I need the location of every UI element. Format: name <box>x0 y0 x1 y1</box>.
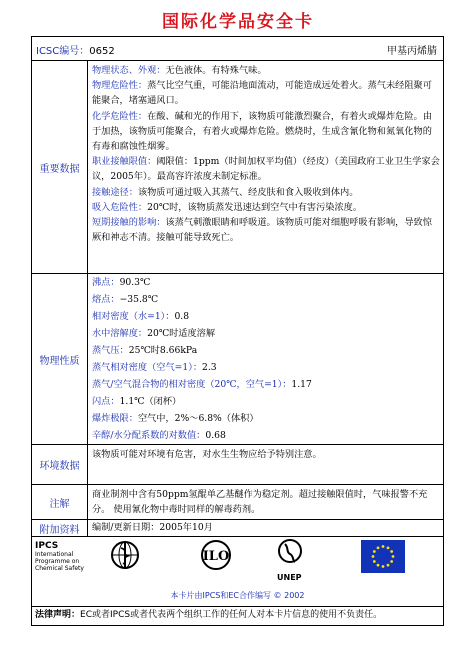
additional-label: 附加资料 <box>32 520 88 536</box>
svg-text:ILO: ILO <box>202 549 230 564</box>
important-item-key: 职业接触限值： <box>92 156 157 168</box>
important-item-value: 无色液体。有特殊气味。 <box>165 65 267 76</box>
physical-item-value: 2.3 <box>202 362 217 373</box>
physical-item-key: 蒸气/空气混合物的相对密度（20℃，空气=1）： <box>92 379 292 390</box>
physical-item-value: 0.68 <box>205 430 226 441</box>
legal-label: 法律声明： <box>35 610 81 620</box>
ipcs-line-2: Programme on <box>35 558 80 565</box>
notes-text: 商业制剂中含有50ppm氢醌单乙基醚作为稳定剂。超过接触限值时，气味报警不充分。 使用氰化物中毒时同样的解毒药剂。 <box>92 489 428 516</box>
physical-item-value: 25℃时8.66kPa <box>128 345 198 356</box>
physical-item-key: 水中溶解度： <box>92 328 148 339</box>
physical-item-key: 闪点： <box>92 396 120 407</box>
important-item-key: 吸入危险性： <box>92 201 148 213</box>
ipcs-title: IPCS <box>35 541 59 551</box>
important-item-key: 短期接触的影响： <box>92 217 166 229</box>
physical-item-key: 爆炸极限： <box>92 413 138 424</box>
physical-item-value: −35.8℃ <box>119 294 158 305</box>
important-item-value: 阈限值：1ppm（时间加权平均值）（经皮）（美国政府工业卫生学家会议，2005年）。最高容许浓度未制定标准。 <box>92 156 440 183</box>
important-item-key: 接触途径： <box>92 186 138 198</box>
notes-label: 注解 <box>32 485 88 519</box>
physical-item-value: 20℃时适度溶解 <box>147 328 216 339</box>
important-data-label: 重要数据 <box>32 61 88 273</box>
physical-item-key: 辛醇/水分配系数的对数值： <box>92 430 206 441</box>
icsc-id: ICSC编号：0652 <box>36 46 115 57</box>
environment-label: 环境数据 <box>32 445 88 484</box>
important-item-key: 化学危险性： <box>92 110 148 122</box>
physical-item-key: 沸点： <box>92 277 120 288</box>
important-item-key: 物理危险性： <box>92 80 148 92</box>
substance-name: 甲基丙烯腈 <box>387 46 437 57</box>
important-item-value: 在酸、碱和光的作用下，该物质可能激烈聚合，有着火或爆炸危险。由于加热，该物质可能聚合，有着火或爆炸危险。燃烧时，生成含氰化物和氮氧化物的有毒和腐蚀性烟雾。 <box>92 110 432 153</box>
physical-item-value: 1.17 <box>291 379 312 390</box>
physical-item-value: 空气中，2%～6.8%（体积） <box>137 413 259 424</box>
environment-text: 该物质可能对环境有危害，对水生生物应给予特别注意。 <box>92 449 322 460</box>
page-title: 国际化学品安全卡 <box>162 12 314 32</box>
physical-item-key: 相对密度（水=1）： <box>92 311 175 322</box>
important-item-value: 该蒸气刺激眼睛和呼吸道。该物质可能对细胞呼吸有影响，导致惊厥和神志不清。接触可能导致死亡。 <box>92 217 432 244</box>
physical-item-key: 熔点： <box>92 294 120 305</box>
physical-properties-label: 物理性质 <box>32 274 88 444</box>
unep-label: UNEP <box>277 573 302 582</box>
physical-item-key: 蒸气相对密度（空气=1）： <box>92 362 203 373</box>
important-item-key: 物理状态、外观： <box>92 65 166 76</box>
important-item-value: 蒸气比空气重，可能沿地面流动，可能造成远处着火。蒸气未经阻聚可能聚合，堵塞通风口。 <box>92 80 432 107</box>
physical-item-value: 0.8 <box>174 311 190 322</box>
ipcs-line-1: International <box>35 551 74 558</box>
additional-text: 编制/更新日期：2005年10月 <box>92 522 213 533</box>
credit-line: 本卡片由IPCS和EC合作编写 © 2002 <box>170 591 305 600</box>
ipcs-line-3: Chemical Safety <box>35 565 84 572</box>
card-lower <box>31 36 444 626</box>
physical-item-value: 90.3℃ <box>119 277 151 288</box>
important-item-value: 该物质可通过吸入其蒸气、经皮肤和食入吸收到体内。 <box>137 186 359 198</box>
legal-text: EC或者IPCS或者代表两个组织工作的任何人对本卡片信息的使用不负责任。 <box>80 610 383 620</box>
physical-item-value: 1.1℃（闭杯） <box>119 396 182 407</box>
important-item-value: 20℃时，该物质蒸发迅速达到空气中有害污染浓度。 <box>147 201 363 213</box>
physical-item-key: 蒸气压： <box>92 345 129 356</box>
